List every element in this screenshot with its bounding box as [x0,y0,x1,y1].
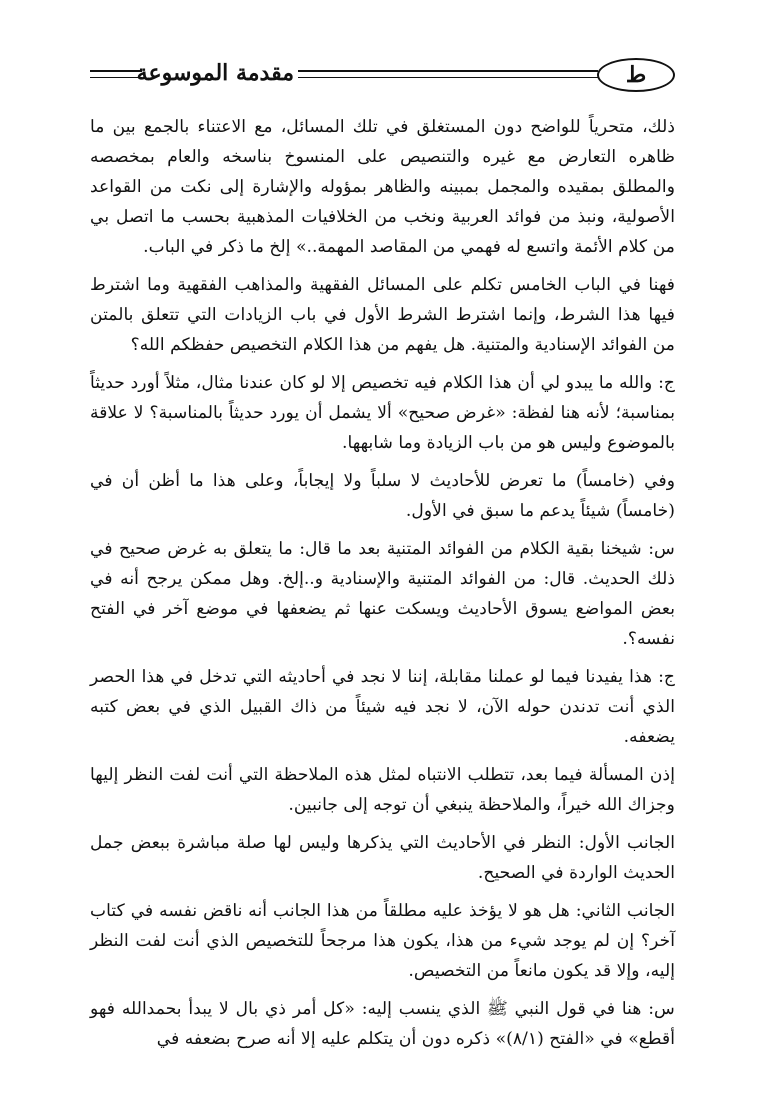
header-rule-left-bottom [90,77,142,78]
page-body [90,112,675,1062]
paragraph: س: شيخنا بقية الكلام من الفوائد المتنية بعد ما قال: ما يتعلق به غرض صحيح في ذلك الحديث. قال: من الفوائد المتنية والإسنادية و..إلخ. وهل ممكن يرجح أنه في بعض المواضع يسوق الأحاديث ويسكت عنها ثم يضعفها في موضع آخر في الفتح نفسه؟. [90,539,675,649]
paragraph: ج: هذا يفيدنا فيما لو عملنا مقابلة، إننا لا نجد في أحاديثه التي تدخل في هذا الحصر الذي أنت تدندن حوله الآن، لا نجد فيه شيئاً من ذاك القبيل الذي في بعض كتبه يضعفه. [90,667,675,747]
paragraph: س: هنا في قول النبي ﷺ الذي ينسب إليه: «كل أمر ذي بال لا يبدأ بحمدالله فهو أقطع» في «الفتح (٨/١)» ذكره دون أن يتكلم عليه إلا أنه صرح بضعفه في [90,999,675,1049]
paragraph: ذلك، متحرياً للواضح دون المستغلق في تلك المسائل، مع الاعتناء بالجمع بين ما ظاهره التعارض مع غيره والتنصيص على المنسوخ بناسخه والعام بمخصصه والمطلق بمقيده والمجمل بمبينه والظاهر بمؤوله والإشارة إلى نكت من القواعد الأصولية، ونبذ من فوائد العربية ونخب من الخلافيات المذهبية بحسب ما اتصل بي من كلام الأئمة واتسع له فهمي من المقاصد المهمة..» إلخ ما ذكر في الباب. [90,117,675,257]
header-rule-right-top [298,70,598,72]
paragraph: ج: والله ما يبدو لي أن هذا الكلام فيه تخصيص إلا لو كان عندنا مثال، مثلاً أورد حديثاً بمناسبة؛ لأنه هنا لفظة: «غرض صحيح» ألا يشمل أن يورد حديثاً بالمناسبة؟ لا علاقة بالموضوع وليس هو من باب الزيادة وما شابهها. [90,373,675,453]
paragraph: فهنا في الباب الخامس تكلم على المسائل الفقهية والمذاهب الفقهية وما اشترط فيها هذا الشرط، وإنما اشترط الشرط الأول في باب الزيادات التي تتعلق بالمتن من الفوائد الإسنادية والمتنية. هل يفهم من هذا الكلام التخصيص حفظكم الله؟ [90,275,675,355]
page-number-badge [597,58,675,92]
page-header [90,58,675,102]
page-number: ط [625,62,647,88]
paragraph: وفي (خامساً) ما تعرض للأحاديث لا سلباً ولا إيجاباً، وعلى هذا ما أظن أن في (خامساً) شيئاً يدعم ما سبق في الأول. [90,471,675,521]
header-rule-left-top [90,70,142,72]
paragraph: الجانب الأول: النظر في الأحاديث التي يذكرها وليس لها صلة مباشرة ببعض جمل الحديث الواردة في الصحيح. [90,833,675,883]
header-rule-right-bottom [298,77,598,78]
paragraph: الجانب الثاني: هل هو لا يؤخذ عليه مطلقاً من هذا الجانب أنه ناقض نفسه في كتاب آخر؟ إن لم يوجد شيء من هذا، يكون هذا مرجحاً للتخصيص الذي أنت لفت النظر إليه، وإلا قد يكون مانعاً من التخصيص. [90,901,675,981]
running-head-title: مقدمة الموسوعة [136,60,294,86]
paragraph: إذن المسألة فيما بعد، تتطلب الانتباه لمثل هذه الملاحظة التي أنت لفت النظر إليها وجزاك الله خيراً، والملاحظة ينبغي أن توجه إلى جانبين. [90,765,675,815]
